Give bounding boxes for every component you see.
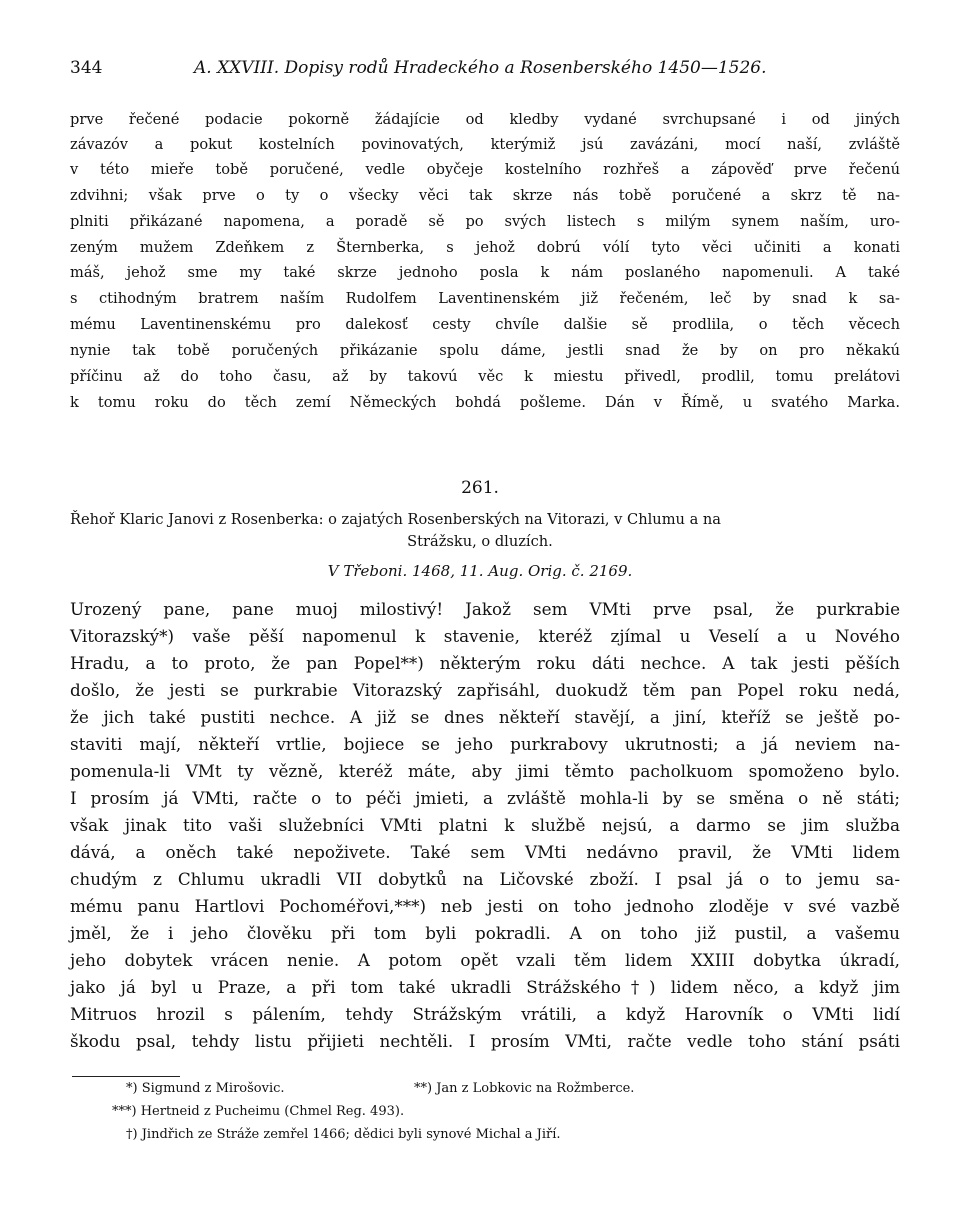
document-number: 261. — [461, 478, 499, 498]
text-line: staviti mají, někteří vrtlie, bojiece se jeho purkrabovy ukrutnosti; a já neviem na- — [70, 734, 900, 754]
text-line: plniti přikázané napomena, a poradě sě po svých listech s milým synem naším, uro- — [70, 213, 900, 230]
text-line: závazóv a pokut kostelních povinovatých, kterýmiž jsú zavázáni, mocí naší, zvláště — [70, 136, 900, 153]
text-line: máš, jehož sme my také skrze jednoho posla k nám poslaného napomenuli. A také — [70, 264, 900, 281]
text-line: I prosím já VMti, račte o to péči jmieti, a zvláště mohla-li by se směna o ně státi; — [70, 788, 900, 808]
text-line: však jinak tito vaši služebníci VMti platni k službě nejsú, a darmo se jim služba — [70, 815, 900, 835]
text-line: Urozený pane, pane muoj milostivý! Jakož sem VMti prve psal, že purkrabie — [70, 599, 900, 619]
text-line: pomenula-li VMt ty vězně, kteréž máte, aby jimi těmto pacholkuom spomoženo bylo. — [70, 761, 900, 781]
footnote: ***) Hertneid z Pucheimu (Chmel Reg. 493). — [112, 1104, 405, 1119]
text-line: příčinu až do toho času, až by takovú věc k miestu přivedl, prodlil, tomu prelátovi — [70, 368, 900, 385]
page-header — [70, 58, 900, 88]
text-line: Mitruos hrozil s pálením, tehdy Strážským vrátili, a když Harovník o VMti lidí — [70, 1004, 900, 1024]
text-line: prve řečené podacie pokorně žádajície od kledby vydané svrchupsané i od jiných — [70, 111, 900, 128]
text-line: Vitorazský*) vaše pěší napomenul k stavenie, kteréž zjímal u Veselí a u Nového — [70, 626, 900, 646]
text-line: zeným mužem Zdeňkem z Šternberka, s jehož dobrú vólí tyto věci učiniti a konati — [70, 239, 900, 256]
footnote: †) Jindřich ze Stráže zemřel 1466; dědici byli synové Michal a Jiří. — [126, 1127, 561, 1142]
page-number: 344 — [70, 58, 103, 78]
regest-line: Řehoř Klaric Janovi z Rosenberka: o zajatých Rosenberských na Vitorazi, v Chlumu a na — [70, 511, 722, 528]
text-line: jeho dobytek vrácen nenie. A potom opět vzali těm lidem XXIII dobytka úkradí, — [70, 950, 900, 970]
regest-line-continued: Strážsku, o dluzích. — [407, 533, 553, 550]
text-line: došlo, že jesti se purkrabie Vitorazský zapřisáhl, duokudž těm pan Popel roku nedá, — [70, 680, 900, 700]
text-line: Hradu, a to proto, že pan Popel**) některým roku dáti nechce. A tak jesti pěších — [70, 653, 900, 673]
running-title: A. XXVIII. Dopisy rodů Hradeckého a Rosenberského 1450—1526. — [194, 58, 767, 78]
text-line: nynie tak tobě poručených přikázanie spolu dáme, jestli snad že by on pro někakú — [70, 342, 900, 359]
text-line: s ctihodným bratrem naším Rudolfem Laventinenském již řečeném, leč by snad k sa- — [70, 290, 900, 307]
footnote: **) Jan z Lobkovic na Rožmberce. — [414, 1081, 635, 1096]
footnote-divider — [72, 1076, 180, 1077]
text-line: dává, a oněch také nepoživete. Také sem VMti nedávno pravil, že VMti lidem — [70, 842, 900, 862]
footnote: *) Sigmund z Mirošovic. — [126, 1081, 285, 1096]
text-line: škodu psal, tehdy listu přijieti nechtěli. I prosím VMti, račte vedle toho stání psáti — [70, 1031, 900, 1051]
text-line: chudým z Chlumu ukradli VII dobytků na Ličovské zboží. I psal já o to jemu sa- — [70, 869, 900, 889]
text-line: že jich také pustiti nechce. A již se dnes někteří stavějí, a jiní, kteříž se ještě po- — [70, 707, 900, 727]
text-line: k tomu roku do těch zemí Německých bohdá pošleme. Dán v Římě, u svatého Marka. — [70, 394, 900, 411]
text-line: jako já byl u Praze, a při tom také ukradli Strážského†) lidem něco, a když jim — [70, 977, 900, 997]
text-line: zdvihni; však prve o ty o všecky věci tak skrze nás tobě poručené a skrz tě na- — [70, 187, 900, 204]
text-line: jměl, že i jeho člověku při tom byli pokradli. A on toho již pustil, a vašemu — [70, 923, 900, 943]
text-line: mému Laventinenskému pro dalekosť cesty chvíle dalšie sě prodlila, o těch věcech — [70, 316, 900, 333]
document-dating: V Třeboni. 1468, 11. Aug. Orig. č. 2169. — [327, 562, 633, 580]
text-line: mému panu Hartlovi Pochoméřovi,***) neb jesti on toho jednoho zloděje v své vazbě — [70, 896, 900, 916]
text-line: v této mieře tobě poručené, vedle obyčeje kostelního rozhřeš a zápověď prve řečenú — [70, 161, 900, 178]
